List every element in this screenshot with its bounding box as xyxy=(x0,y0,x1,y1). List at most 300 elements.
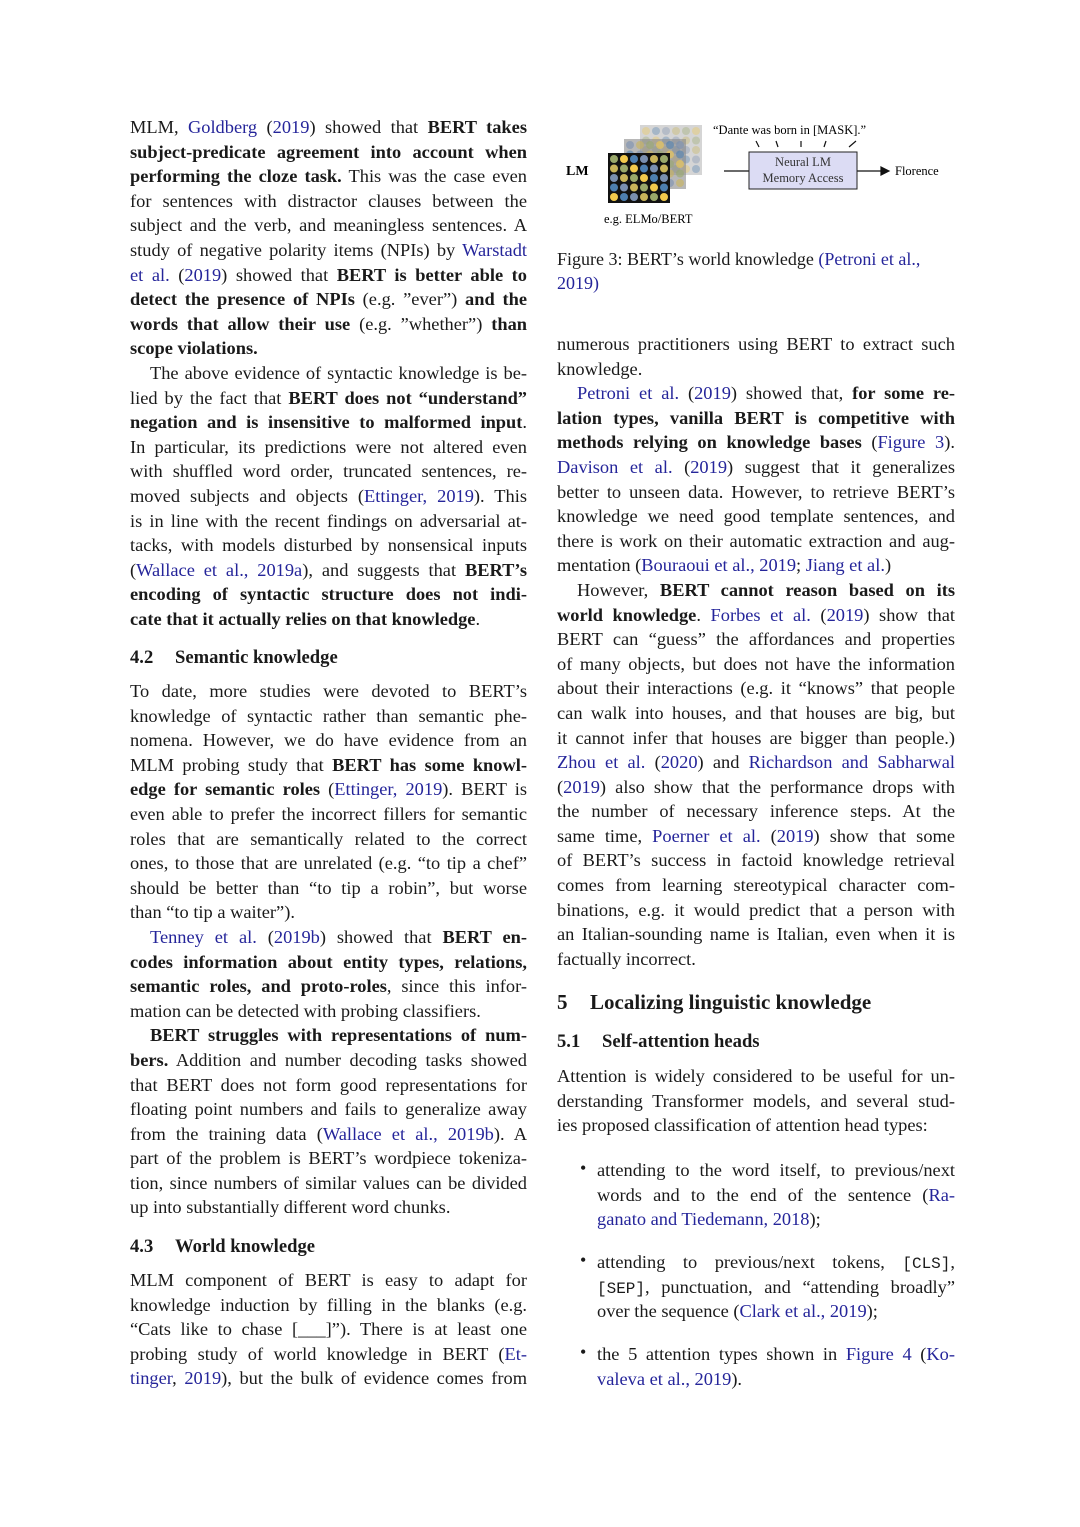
text-line xyxy=(130,164,527,189)
text-line xyxy=(557,824,955,849)
text-line xyxy=(130,459,527,484)
text: , xyxy=(172,1368,185,1389)
text-line xyxy=(557,332,955,357)
text: ). A xyxy=(493,1123,528,1144)
text: ), but the bulk of evidence comes from xyxy=(221,1368,527,1389)
text-line xyxy=(557,381,955,406)
text: (e.g. ”whether”) xyxy=(350,313,492,334)
code-token: [SEP] xyxy=(597,1279,646,1298)
text-line xyxy=(130,1146,527,1171)
section-heading-4-2 xyxy=(130,647,338,669)
grid-cell xyxy=(630,174,638,182)
grid-cell xyxy=(660,193,668,201)
text: attending to previous/next tokens, xyxy=(597,1252,903,1272)
grid-cell xyxy=(660,155,668,163)
text: ) also show that the performance drops with xyxy=(599,776,955,797)
text-line xyxy=(557,848,955,873)
text-line xyxy=(130,1366,527,1391)
text-line xyxy=(130,582,527,607)
text: , xyxy=(950,1252,955,1272)
section-number: 4.3 xyxy=(130,1236,154,1257)
citation-link[interactable]: Clark et al., 2019 xyxy=(739,1301,867,1322)
text: ) showed that xyxy=(319,926,443,947)
text-line xyxy=(130,238,527,263)
text-line xyxy=(130,1317,527,1342)
section-number: 5.1 xyxy=(557,1031,581,1052)
text-line xyxy=(130,802,527,827)
text: This was the case even xyxy=(341,166,527,187)
text: ( xyxy=(557,776,564,797)
lm-label: LM xyxy=(566,164,589,179)
text-line xyxy=(557,529,955,554)
output-text: Florence xyxy=(895,164,939,178)
text: ); xyxy=(809,1209,821,1230)
grid-cell xyxy=(642,127,650,135)
grid-cell xyxy=(640,174,648,182)
grid-cell xyxy=(676,151,684,159)
paragraph-block xyxy=(557,332,955,971)
citation-link[interactable]: Figure 4 xyxy=(845,1344,912,1364)
text: of many objects, but does not have the information xyxy=(557,653,955,674)
citation-link[interactable]: valeva et al., 2019 xyxy=(597,1368,732,1389)
text: ). This xyxy=(473,485,527,506)
text: can walk into houses, and that houses are big, but xyxy=(557,702,955,723)
bold-text: BERT is better able to xyxy=(336,264,527,285)
text: The above evidence of syntactic knowledge is be- xyxy=(150,362,527,383)
text-line xyxy=(130,558,527,583)
grid-cell xyxy=(650,184,658,192)
grid-cell xyxy=(640,155,648,163)
text-line xyxy=(130,336,527,361)
text-line xyxy=(557,676,955,701)
text-line xyxy=(130,287,527,312)
text: BERT can “guess” the affordances and properties xyxy=(557,629,955,650)
text: study of negative polarity items (NPIs) by xyxy=(130,239,463,260)
text: ( xyxy=(169,264,185,285)
text: ) xyxy=(884,555,892,576)
citation-link[interactable]: tinger xyxy=(130,1368,173,1389)
grid-cell xyxy=(620,193,628,201)
grid-cell xyxy=(652,127,660,135)
text: there is work on their automatic extraction and aug- xyxy=(557,530,955,551)
text: ( xyxy=(760,825,777,846)
text-line xyxy=(130,1171,527,1196)
citation-link[interactable]: Zhou et al. xyxy=(557,752,646,773)
citation-link[interactable]: Warstadt xyxy=(462,239,527,260)
citation-link[interactable]: Poerner et al. xyxy=(652,825,761,846)
citation-link[interactable]: 2019b xyxy=(273,926,320,947)
bold-text: methods relying on knowledge bases xyxy=(557,432,862,453)
citation-link[interactable]: Richardson and Sabharwal xyxy=(748,752,955,773)
text: part of the problem is BERT’s wordpiece tokeniza- xyxy=(130,1148,527,1169)
citation-link[interactable]: 2019 xyxy=(694,383,731,404)
text: comes from learning stereotypical character com- xyxy=(557,875,955,896)
text-line xyxy=(557,430,955,455)
text-line xyxy=(130,974,527,999)
bullet-item xyxy=(597,1342,955,1391)
citation-link[interactable]: Forbes et al. xyxy=(710,604,811,625)
citation-link[interactable]: 2019 xyxy=(826,604,864,625)
text: ). xyxy=(731,1368,743,1389)
text: ); xyxy=(866,1301,878,1322)
text: ) showed that xyxy=(309,117,428,137)
text: ) and xyxy=(697,752,749,773)
text-line xyxy=(597,1299,955,1324)
grid-cell xyxy=(650,155,658,163)
text: subject and the verb, and meaningless sentences. A xyxy=(130,215,527,236)
text: , punctuation, and “attending broadly” xyxy=(645,1276,955,1297)
bold-text: detect the presence of NPIs xyxy=(130,289,355,310)
grid-cell xyxy=(610,193,618,201)
text-line xyxy=(130,900,527,925)
grid-cell xyxy=(610,174,618,182)
text: ), and suggests that xyxy=(302,559,465,580)
text-line xyxy=(597,1183,955,1208)
text-line xyxy=(130,1195,527,1220)
text-line xyxy=(130,851,527,876)
grid-cell xyxy=(692,146,700,154)
grid-cell xyxy=(692,137,700,145)
citation-link[interactable]: Ko- xyxy=(926,1344,955,1364)
text: MLM probing study that xyxy=(130,754,333,775)
text: floating point numbers and fails to generalize away xyxy=(130,1099,527,1120)
text: than “to tip a waiter”). xyxy=(130,902,295,923)
text-line xyxy=(557,1113,955,1138)
text: ( xyxy=(130,559,137,580)
citation-link[interactable]: Tenney et al. xyxy=(150,926,257,947)
grid-cell xyxy=(676,170,684,178)
figure-caption xyxy=(557,247,955,295)
caption-text: Figure 3: BERT’s world knowledge xyxy=(557,249,819,269)
paragraph-block xyxy=(130,1268,527,1391)
text: ). xyxy=(944,432,955,453)
grid-cell xyxy=(692,165,700,173)
grid-cell xyxy=(676,179,684,187)
grid-cell xyxy=(660,174,668,182)
grid-cell xyxy=(672,127,680,135)
text-line xyxy=(557,1089,955,1114)
bold-text: subject-predicate agreement into account when xyxy=(130,141,527,162)
text-line xyxy=(557,406,955,431)
citation-link[interactable]: Jiang et al. xyxy=(805,555,885,576)
caption-citation[interactable]: (Petroni et al., xyxy=(818,249,921,269)
text: MLM, xyxy=(130,117,188,137)
text: it cannot infer that houses are bigger than people.) xyxy=(557,727,955,748)
text-line xyxy=(130,827,527,852)
grid-cell xyxy=(676,160,684,168)
text: ). BERT is xyxy=(442,779,527,800)
bullet-icon: • xyxy=(580,1250,587,1270)
grid-cell xyxy=(640,193,648,201)
text: binations, e.g. it would predict that a person with xyxy=(557,899,955,920)
text: ( xyxy=(257,117,273,137)
grid-cell xyxy=(692,156,700,164)
citation-link[interactable]: 2019 xyxy=(690,456,728,477)
text: To date, more studies were devoted to BERT’s xyxy=(130,681,527,701)
text: (e.g. ”ever”) xyxy=(354,289,466,310)
citation-link[interactable]: 2020 xyxy=(660,752,698,773)
grid-cell xyxy=(650,165,658,173)
bold-text: codes information about entity types, relations, xyxy=(130,951,527,972)
text: for sentences with distractor clauses between the xyxy=(130,190,527,211)
text-line xyxy=(130,1342,527,1367)
bold-text: negation and is insensitive to malformed input xyxy=(130,412,523,433)
text: mentation ( xyxy=(557,555,642,576)
citation-link[interactable]: 2019 xyxy=(563,776,600,797)
text: knowledge induction by filling in the blanks (e.g. xyxy=(130,1294,527,1315)
box-line-1: Neural LM xyxy=(775,155,831,169)
bold-text: edge for semantic roles xyxy=(130,779,321,800)
paragraph-block xyxy=(557,1064,955,1138)
grid-cell xyxy=(610,155,618,163)
text: ( xyxy=(320,779,335,800)
text-line xyxy=(130,704,527,729)
figure-3 xyxy=(556,115,956,245)
text: even able to prefer the incorrect fillers for semantic xyxy=(130,803,527,824)
text: over the sequence ( xyxy=(597,1301,740,1322)
text: ( xyxy=(645,752,661,773)
text-line xyxy=(557,922,955,947)
section-number: 5 xyxy=(557,990,568,1014)
bullet-icon: • xyxy=(580,1342,587,1362)
text: probing study of world knowledge in BERT ( xyxy=(130,1343,505,1364)
text-line xyxy=(130,263,527,288)
text-line xyxy=(597,1275,955,1300)
text: ) showed that, xyxy=(730,383,853,404)
grid-cell xyxy=(660,165,668,173)
text: Addition and number decoding tasks showed xyxy=(168,1049,527,1070)
section-title: Localizing linguistic knowledge xyxy=(590,990,872,1014)
citation-link[interactable]: Wallace et al., 2019b xyxy=(322,1123,494,1144)
grid-cell xyxy=(646,141,654,149)
bold-text: than xyxy=(491,313,527,334)
citation-link[interactable]: Wallace et al., 2019a xyxy=(136,559,303,580)
section-heading-5-1 xyxy=(557,1031,760,1053)
code-token: [CLS] xyxy=(902,1255,951,1273)
text: knowledge we need good template sentences, and xyxy=(557,506,955,527)
grid-cell xyxy=(650,174,658,182)
bold-text: lation types, vanilla BERT is competitive with xyxy=(557,407,955,428)
text: . xyxy=(522,412,527,433)
text-line xyxy=(130,1048,527,1073)
grid-cell xyxy=(676,141,684,149)
text-line xyxy=(557,603,955,628)
text: . xyxy=(696,604,711,625)
bullet-icon: • xyxy=(580,1158,587,1178)
text: nomena. However, we do have evidence from an xyxy=(130,730,527,751)
text-line xyxy=(130,509,527,534)
caption-citation-year[interactable]: 2019) xyxy=(557,273,599,293)
text: lied by the fact that xyxy=(130,387,289,408)
section-heading-4-3 xyxy=(130,1236,315,1258)
grid-cell xyxy=(630,184,638,192)
grid-cell xyxy=(630,155,638,163)
text-line xyxy=(557,1064,955,1089)
model-caption: e.g. ELMo/BERT xyxy=(604,212,693,226)
text: factually incorrect. xyxy=(557,948,696,969)
citation-link[interactable]: Et- xyxy=(504,1343,527,1364)
text-line xyxy=(557,898,955,923)
text-line xyxy=(130,1073,527,1098)
text-line xyxy=(130,435,527,460)
text: roles that are semantically related to the correct xyxy=(130,828,527,849)
text: same time, xyxy=(557,825,653,846)
bold-text: BERT does not “understand” xyxy=(288,387,527,408)
grid-cell xyxy=(656,141,664,149)
section-title: World knowledge xyxy=(175,1236,315,1257)
bold-text: for some re- xyxy=(852,383,955,404)
bullet-item xyxy=(597,1250,955,1324)
paragraph-block xyxy=(130,115,527,631)
text: knowledge. xyxy=(557,358,643,379)
bullet-item xyxy=(597,1158,955,1232)
grid-cell xyxy=(682,127,690,135)
text-line xyxy=(130,140,527,165)
text: ones, to those that are unrelated (e.g. “to tip a chef” xyxy=(130,853,527,874)
text-line xyxy=(130,213,527,238)
text-line xyxy=(130,189,527,214)
text: ) show that some xyxy=(813,825,955,846)
bold-text: scope violations. xyxy=(130,338,258,359)
text-line xyxy=(130,999,527,1024)
text-line xyxy=(557,504,955,529)
text: tacks, with models disturbed by nonsensical inputs xyxy=(130,535,527,556)
text-line xyxy=(597,1207,955,1232)
text: with shuffled word order, truncated sentences, re- xyxy=(130,461,527,482)
text-line xyxy=(557,480,955,505)
text-line xyxy=(130,679,527,704)
bold-text: performing the cloze task. xyxy=(130,166,342,187)
bold-text: world knowledge xyxy=(557,604,697,625)
text-line xyxy=(557,553,955,578)
text-line xyxy=(130,484,527,509)
citation-link[interactable]: 2019 xyxy=(184,1368,222,1389)
text-line xyxy=(130,1293,527,1318)
text-line xyxy=(130,1097,527,1122)
citation-link[interactable]: Bouraoui et al., 2019 xyxy=(641,555,797,576)
text: Attention is widely considered to be useful for un- xyxy=(557,1066,955,1086)
grid-cell xyxy=(692,127,700,135)
text: numerous practitioners using BERT to extract such xyxy=(557,334,955,354)
paragraph-block xyxy=(130,679,527,1220)
text-line xyxy=(557,947,955,972)
bold-text: semantic roles, and proto-roles xyxy=(130,976,387,997)
bold-text: BERT has some knowl- xyxy=(332,754,527,775)
text: “Cats like to chase [___]”). There is at least one xyxy=(130,1319,527,1340)
text: attending to the word itself, to previous/next xyxy=(597,1160,955,1180)
citation-link[interactable]: Davison et al. xyxy=(557,456,673,477)
text-line xyxy=(597,1250,955,1275)
citation-link[interactable]: Ra- xyxy=(928,1184,955,1205)
grid-cell xyxy=(666,141,674,149)
text-line xyxy=(130,777,527,802)
text-line xyxy=(130,533,527,558)
text-line xyxy=(597,1342,955,1367)
text: ies proposed classification of attention head types: xyxy=(557,1115,928,1136)
grid-cell xyxy=(626,141,634,149)
text: the number of necessary inference steps. At the xyxy=(557,801,955,822)
text: ( xyxy=(911,1344,927,1364)
text-line xyxy=(130,876,527,901)
bold-text: BERT’s xyxy=(464,559,528,580)
text-line xyxy=(130,410,527,435)
text: ) show that xyxy=(863,604,956,625)
citation-link[interactable]: Figure 3 xyxy=(877,432,945,453)
text: better to unseen data. However, to retrieve BERT’s xyxy=(557,481,955,502)
citation-link[interactable]: Ettinger, 2019 xyxy=(334,779,443,800)
grid-cell xyxy=(636,141,644,149)
text-line xyxy=(557,799,955,824)
grid-cell xyxy=(650,193,658,201)
text: derstanding Transformer models, and several stud- xyxy=(557,1090,955,1111)
text-line xyxy=(130,386,527,411)
text-line xyxy=(130,925,527,950)
text-line xyxy=(557,627,955,652)
grid-cell xyxy=(640,165,648,173)
citation-link[interactable]: Goldberg xyxy=(187,117,258,137)
text-line xyxy=(557,357,955,382)
text: , since this infor- xyxy=(386,976,527,997)
text-line xyxy=(557,701,955,726)
text-line xyxy=(557,726,955,751)
text: ( xyxy=(256,926,274,947)
text-line xyxy=(557,578,955,603)
citation-link[interactable]: Ettinger, 2019 xyxy=(364,485,474,506)
grid-cell xyxy=(610,165,618,173)
bold-text: bers. xyxy=(130,1049,169,1070)
citation-link[interactable]: Petroni et al. xyxy=(577,383,680,404)
citation-link[interactable]: et al. xyxy=(130,264,170,285)
grid-cell xyxy=(620,184,628,192)
text: an Italian-sounding name is Italian, even when it is xyxy=(557,924,955,945)
text: ) showed that xyxy=(221,264,337,285)
text: mation can be detected with probing classifiers. xyxy=(130,1000,481,1021)
grid-cell xyxy=(630,193,638,201)
grid-cell xyxy=(620,174,628,182)
grid-cell xyxy=(640,184,648,192)
text-line xyxy=(130,361,527,386)
text: about their interactions (e.g. it “knows” that people xyxy=(557,678,955,699)
text-line xyxy=(597,1158,955,1183)
text: of BERT’s success in factoid knowledge retrieval xyxy=(557,850,955,871)
text: MLM component of BERT is easy to adapt for xyxy=(130,1270,527,1290)
text-line xyxy=(130,728,527,753)
text: ; xyxy=(796,555,806,576)
bold-text: encoding of syntactic structure does not indi- xyxy=(130,584,527,605)
text-line xyxy=(130,1023,527,1048)
section-number: 4.2 xyxy=(130,647,154,668)
text: However, xyxy=(577,579,660,600)
bold-text: BERT cannot reason based on its xyxy=(659,579,955,600)
bold-text: cate that it actually relies on that knowledge xyxy=(130,608,476,629)
text: ( xyxy=(672,456,691,477)
box-line-2: Memory Access xyxy=(762,171,844,185)
citation-link[interactable]: ganato and Tiedemann, 2018 xyxy=(597,1209,810,1230)
text-line xyxy=(597,1367,955,1392)
grid-cell xyxy=(662,127,670,135)
text-line xyxy=(557,455,955,480)
text: up into substantially different word chunks. xyxy=(130,1197,451,1218)
text: knowledge of syntactic rather than semantic phe- xyxy=(130,705,527,726)
grid-cell xyxy=(630,165,638,173)
citation-link[interactable]: 2019 xyxy=(184,264,222,285)
text: from the training data ( xyxy=(130,1123,323,1144)
text: moved subjects and objects ( xyxy=(130,485,365,506)
text: words and to the end of the sentence ( xyxy=(597,1184,929,1205)
citation-link[interactable]: 2019 xyxy=(272,117,310,137)
text: ) suggest that it generalizes xyxy=(727,456,956,477)
citation-link[interactable]: 2019 xyxy=(776,825,814,846)
